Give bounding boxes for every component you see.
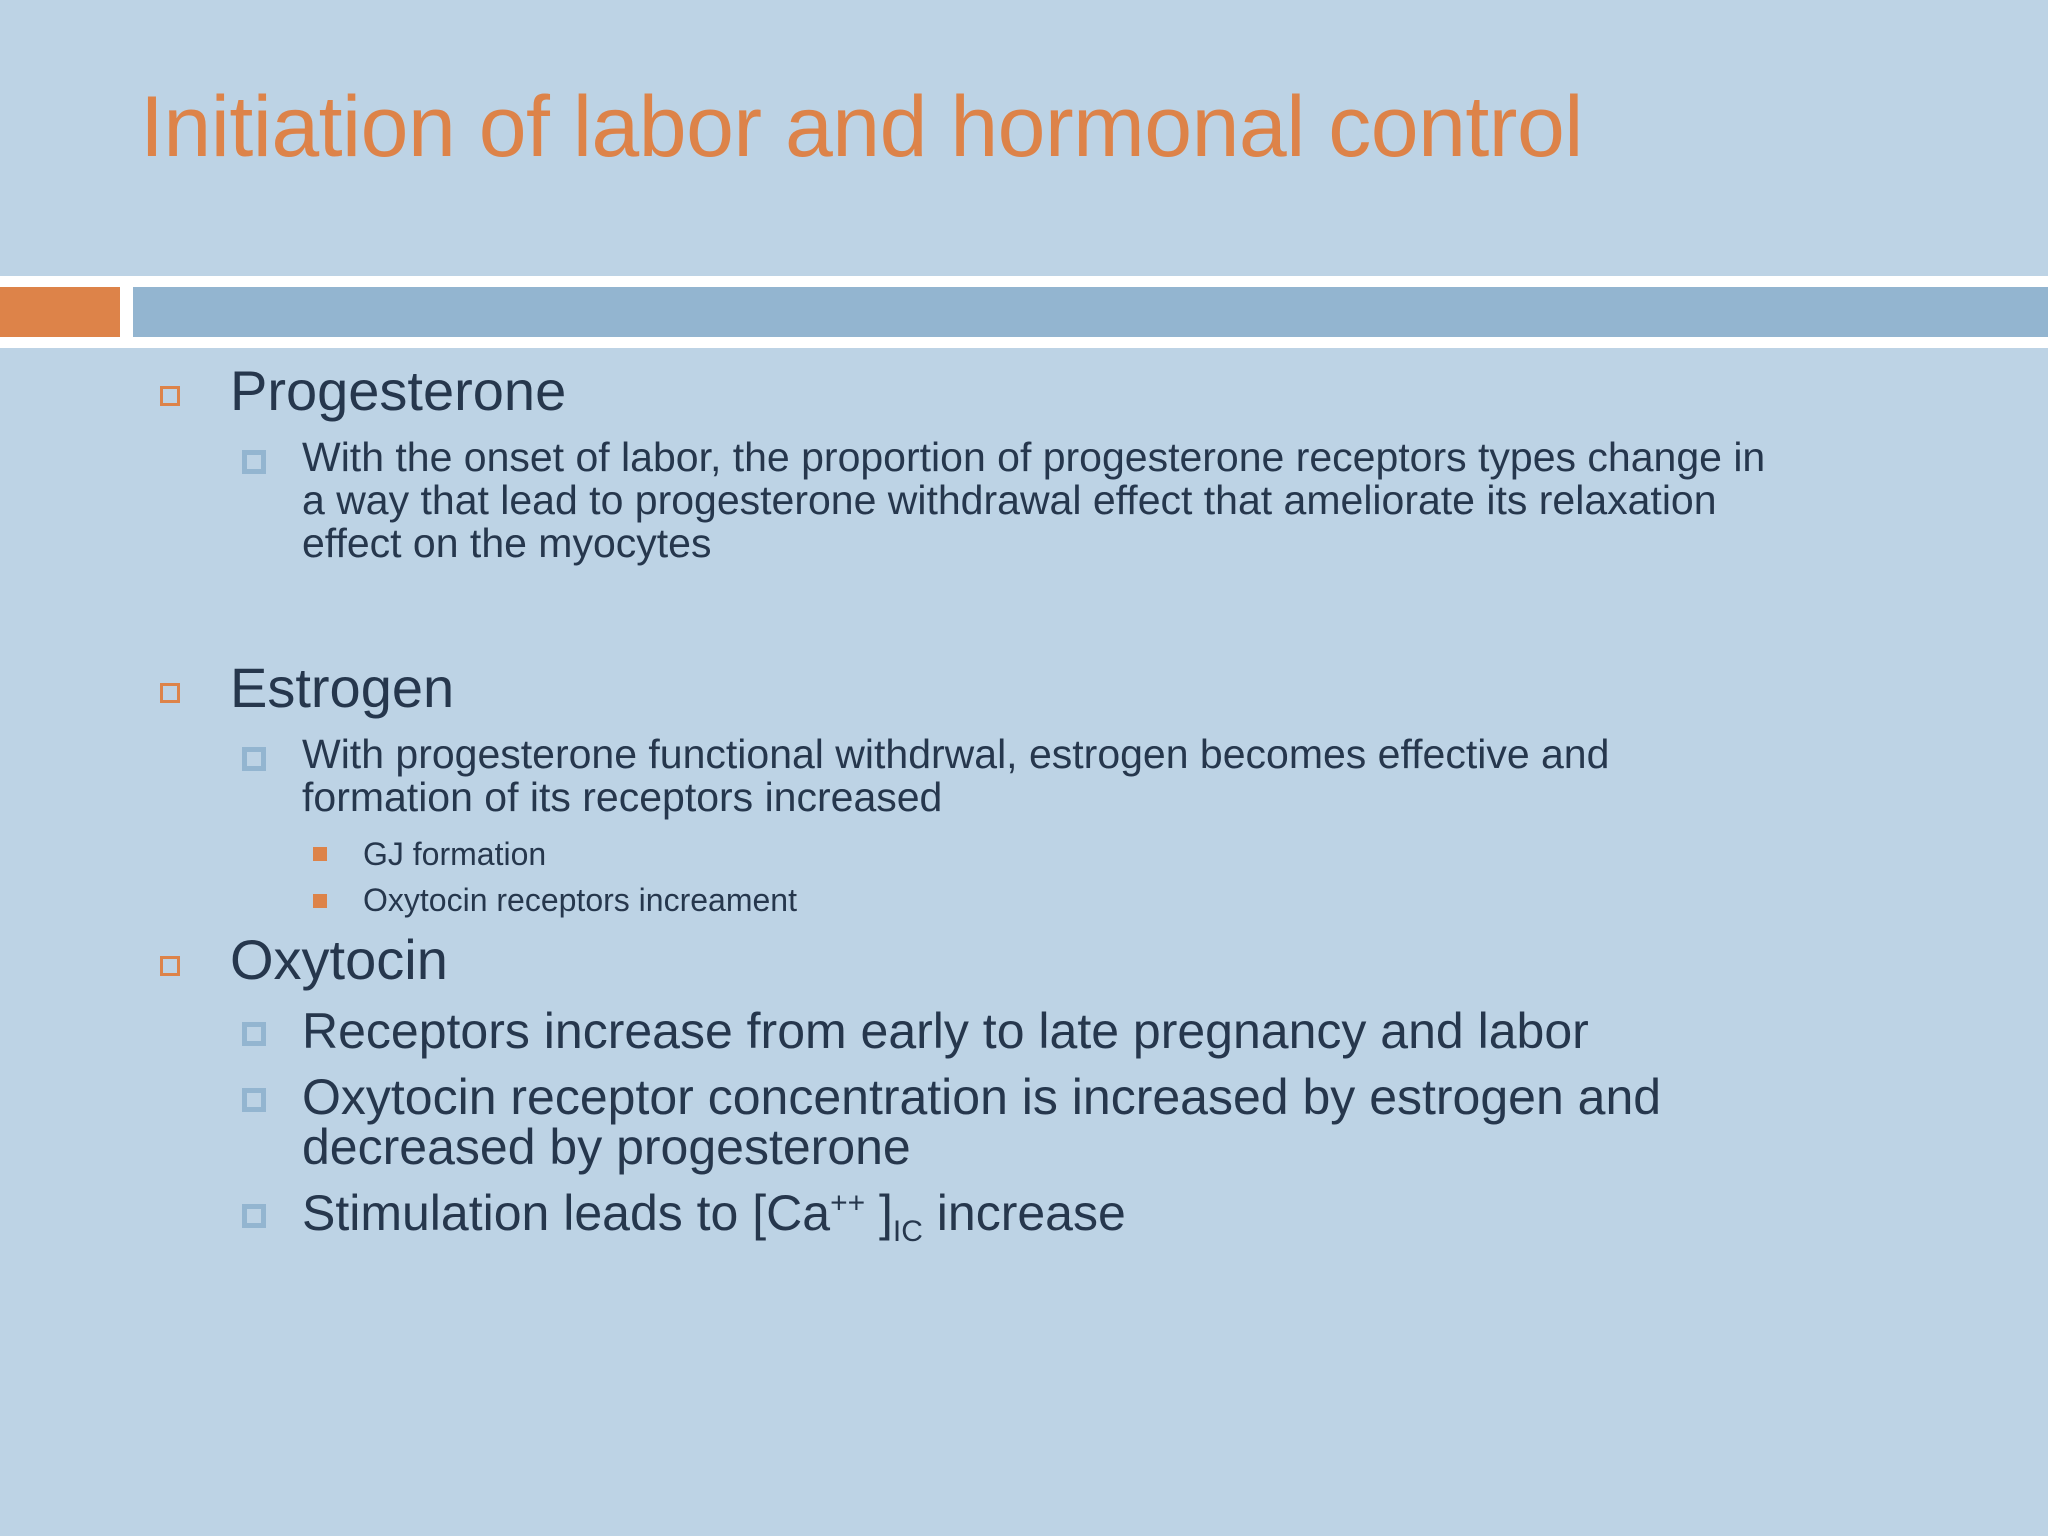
square-bullet-icon: [242, 450, 266, 474]
bullet-oxytocin-2: [302, 1069, 1962, 1175]
bullet-line: decreased by progesterone: [302, 1119, 911, 1175]
bullet-estrogen-1: [302, 733, 1962, 819]
bullet-line: With the onset of labor, the proportion of progesterone receptors types change in: [302, 434, 1766, 480]
bullet-oxytocin-1: [302, 1003, 1962, 1059]
bullet-line: Receptors increase from early to late pregnancy and labor: [302, 1003, 1589, 1059]
square-bullet-icon: [160, 386, 180, 406]
square-bullet-icon: [242, 1088, 266, 1112]
square-bullet-icon: [313, 894, 327, 908]
bullet-line: Oxytocin receptor concentration is increased by estrogen and: [302, 1069, 1662, 1125]
square-bullet-icon: [313, 847, 327, 861]
calcium-text-prefix: Stimulation leads to [Ca: [302, 1185, 831, 1241]
bullet-line: effect on the myocytes: [302, 520, 712, 566]
bullet-line: formation of its receptors increased: [302, 774, 943, 820]
square-bullet-icon: [242, 1204, 266, 1228]
calcium-bracket: ]: [865, 1185, 893, 1241]
square-bullet-icon: [160, 683, 180, 703]
square-bullet-icon: [242, 747, 266, 771]
bullet-line: With progesterone functional withdrwal, estrogen becomes effective and: [302, 731, 1610, 777]
section-heading-oxytocin: Oxytocin: [230, 928, 448, 991]
bullet-oxytocin-3: [302, 1185, 1962, 1248]
section-heading-progesterone: Progesterone: [230, 359, 567, 422]
calcium-text-suffix: increase: [922, 1185, 1126, 1241]
bullet-progesterone-1: [302, 436, 1962, 565]
square-bullet-icon: [242, 1022, 266, 1046]
subbullet-gj-formation: GJ formation: [363, 836, 547, 872]
calcium-charge-superscript: ++: [830, 1186, 866, 1220]
square-bullet-icon: [160, 956, 180, 976]
subbullet-oxytocin-receptors: Oxytocin receptors increament: [363, 882, 797, 918]
section-heading-estrogen: Estrogen: [230, 656, 455, 719]
intracellular-subscript: IC: [892, 1215, 923, 1248]
bullet-line: a way that lead to progesterone withdrawal effect that ameliorate its relaxation: [302, 477, 1717, 523]
slide-title: Initiation of labor and hormonal control: [140, 79, 1583, 175]
